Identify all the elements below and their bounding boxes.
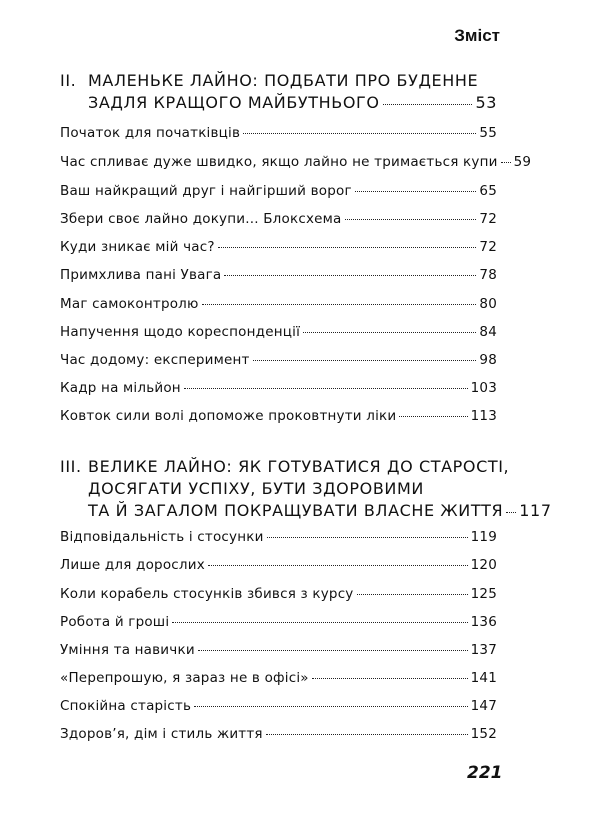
page-number: 80 bbox=[479, 296, 497, 312]
toc-entry bbox=[60, 408, 497, 424]
page-number: 98 bbox=[479, 352, 497, 368]
section-heading bbox=[60, 70, 497, 114]
entry-title: Уміння та навички bbox=[60, 642, 195, 658]
toc-entry bbox=[60, 352, 497, 368]
dot-leader bbox=[253, 360, 477, 361]
section-heading bbox=[60, 456, 552, 522]
toc-entry bbox=[60, 154, 532, 170]
dot-leader bbox=[224, 275, 476, 276]
dot-leader bbox=[266, 734, 468, 735]
page-number: 152 bbox=[470, 726, 497, 742]
dot-leader bbox=[184, 388, 468, 389]
dot-leader bbox=[312, 678, 468, 679]
entry-title: Здоров’я, дім і стиль життя bbox=[60, 726, 263, 742]
page-number: 141 bbox=[470, 670, 497, 686]
dot-leader bbox=[303, 332, 476, 333]
dot-leader bbox=[383, 104, 473, 105]
toc-entry bbox=[60, 211, 497, 227]
entry-title: Кадр на мільйон bbox=[60, 380, 181, 396]
toc-entry bbox=[60, 670, 497, 686]
entry-title: Примхлива пані Увага bbox=[60, 267, 222, 283]
entry-title: «Перепрошую, я зараз не в офісі» bbox=[60, 670, 309, 686]
dot-leader bbox=[345, 219, 477, 220]
entry-title: Маг самоконтролю bbox=[60, 296, 199, 312]
page-number: 78 bbox=[479, 267, 497, 283]
dot-leader bbox=[357, 594, 468, 595]
toc-section bbox=[60, 456, 552, 742]
page-number: 72 bbox=[479, 239, 497, 255]
dot-leader bbox=[202, 304, 477, 305]
running-header: Зміст bbox=[454, 26, 500, 45]
page-number: 103 bbox=[470, 380, 497, 396]
page-number: 59 bbox=[513, 154, 532, 170]
dot-leader bbox=[198, 650, 468, 651]
page-number: 53 bbox=[475, 93, 497, 112]
dot-leader bbox=[267, 537, 468, 538]
page-number: 147 bbox=[470, 698, 497, 714]
dot-leader bbox=[399, 416, 467, 417]
dot-leader bbox=[218, 247, 477, 248]
section-title-line: ЗАДЛЯ КРАЩОГО МАЙБУТНЬОГО bbox=[88, 93, 380, 112]
dot-leader bbox=[208, 565, 468, 566]
dot-leader bbox=[355, 191, 477, 192]
dot-leader bbox=[506, 512, 516, 513]
toc-entry bbox=[60, 324, 497, 340]
page-folio: 221 bbox=[467, 763, 503, 783]
toc-entry bbox=[60, 557, 497, 573]
dot-leader bbox=[243, 133, 476, 134]
dot-leader bbox=[501, 162, 511, 163]
page-number: 117 bbox=[519, 501, 552, 520]
page-number: 125 bbox=[470, 586, 497, 602]
toc-entry bbox=[60, 726, 497, 742]
entry-title: Лише для дорослих bbox=[60, 557, 205, 573]
toc-entry bbox=[60, 642, 497, 658]
page-number: 55 bbox=[479, 125, 497, 141]
toc-entry bbox=[60, 698, 497, 714]
page-number: 137 bbox=[470, 642, 497, 658]
toc-entry bbox=[60, 183, 497, 199]
toc-entry bbox=[60, 529, 497, 545]
entry-title: Коли корабель стосунків збився з курсу bbox=[60, 586, 354, 602]
entry-title: Куди зникає мій час? bbox=[60, 239, 215, 255]
section-title-line: ТА Й ЗАГАЛОМ ПОКРАЩУВАТИ ВЛАСНЕ ЖИТТЯ bbox=[88, 501, 504, 520]
page-number: 84 bbox=[479, 324, 497, 340]
toc-entry bbox=[60, 125, 497, 141]
section-number: III. bbox=[60, 457, 82, 476]
dot-leader bbox=[194, 706, 468, 707]
entry-title: Робота й гроші bbox=[60, 614, 170, 630]
page-number: 120 bbox=[470, 557, 497, 573]
page-number: 136 bbox=[470, 614, 497, 630]
toc-entry bbox=[60, 380, 497, 396]
dot-leader bbox=[172, 622, 467, 623]
toc-entry bbox=[60, 614, 497, 630]
section-title-line: ДОСЯГАТИ УСПІХУ, БУТИ ЗДОРОВИМИ bbox=[88, 479, 424, 498]
toc-entry bbox=[60, 267, 497, 283]
toc-entry bbox=[60, 239, 497, 255]
section-number: II. bbox=[60, 71, 77, 90]
toc-entry bbox=[60, 586, 497, 602]
entry-title: Ковток сили волі допоможе проковтнути ліки bbox=[60, 408, 397, 424]
entry-title: Початок для початківців bbox=[60, 125, 241, 141]
entry-title: Напучення щодо кореспонденції bbox=[60, 324, 301, 340]
page-number: 113 bbox=[470, 408, 497, 424]
entry-title: Збери своє лайно докупи... Блоксхема bbox=[60, 211, 342, 227]
entry-title: Час додому: експеримент bbox=[60, 352, 250, 368]
section-title-line: ВЕЛИКЕ ЛАЙНО: ЯК ГОТУВАТИСЯ ДО СТАРОСТІ, bbox=[88, 457, 510, 476]
section-title-line: МАЛЕНЬКЕ ЛАЙНО: ПОДБАТИ ПРО БУДЕННЕ bbox=[88, 71, 479, 90]
toc-entry bbox=[60, 296, 497, 312]
toc-section bbox=[60, 70, 532, 424]
entry-title: Спокійна старість bbox=[60, 698, 192, 714]
page-number: 119 bbox=[470, 529, 497, 545]
entry-title: Ваш найкращий друг і найгірший ворог bbox=[60, 183, 352, 199]
page-number: 72 bbox=[479, 211, 497, 227]
entry-title: Відповідальність і стосунки bbox=[60, 529, 264, 545]
page-number: 65 bbox=[479, 183, 497, 199]
entry-title: Час спливає дуже швидко, якщо лайно не тримається купи bbox=[60, 154, 498, 170]
